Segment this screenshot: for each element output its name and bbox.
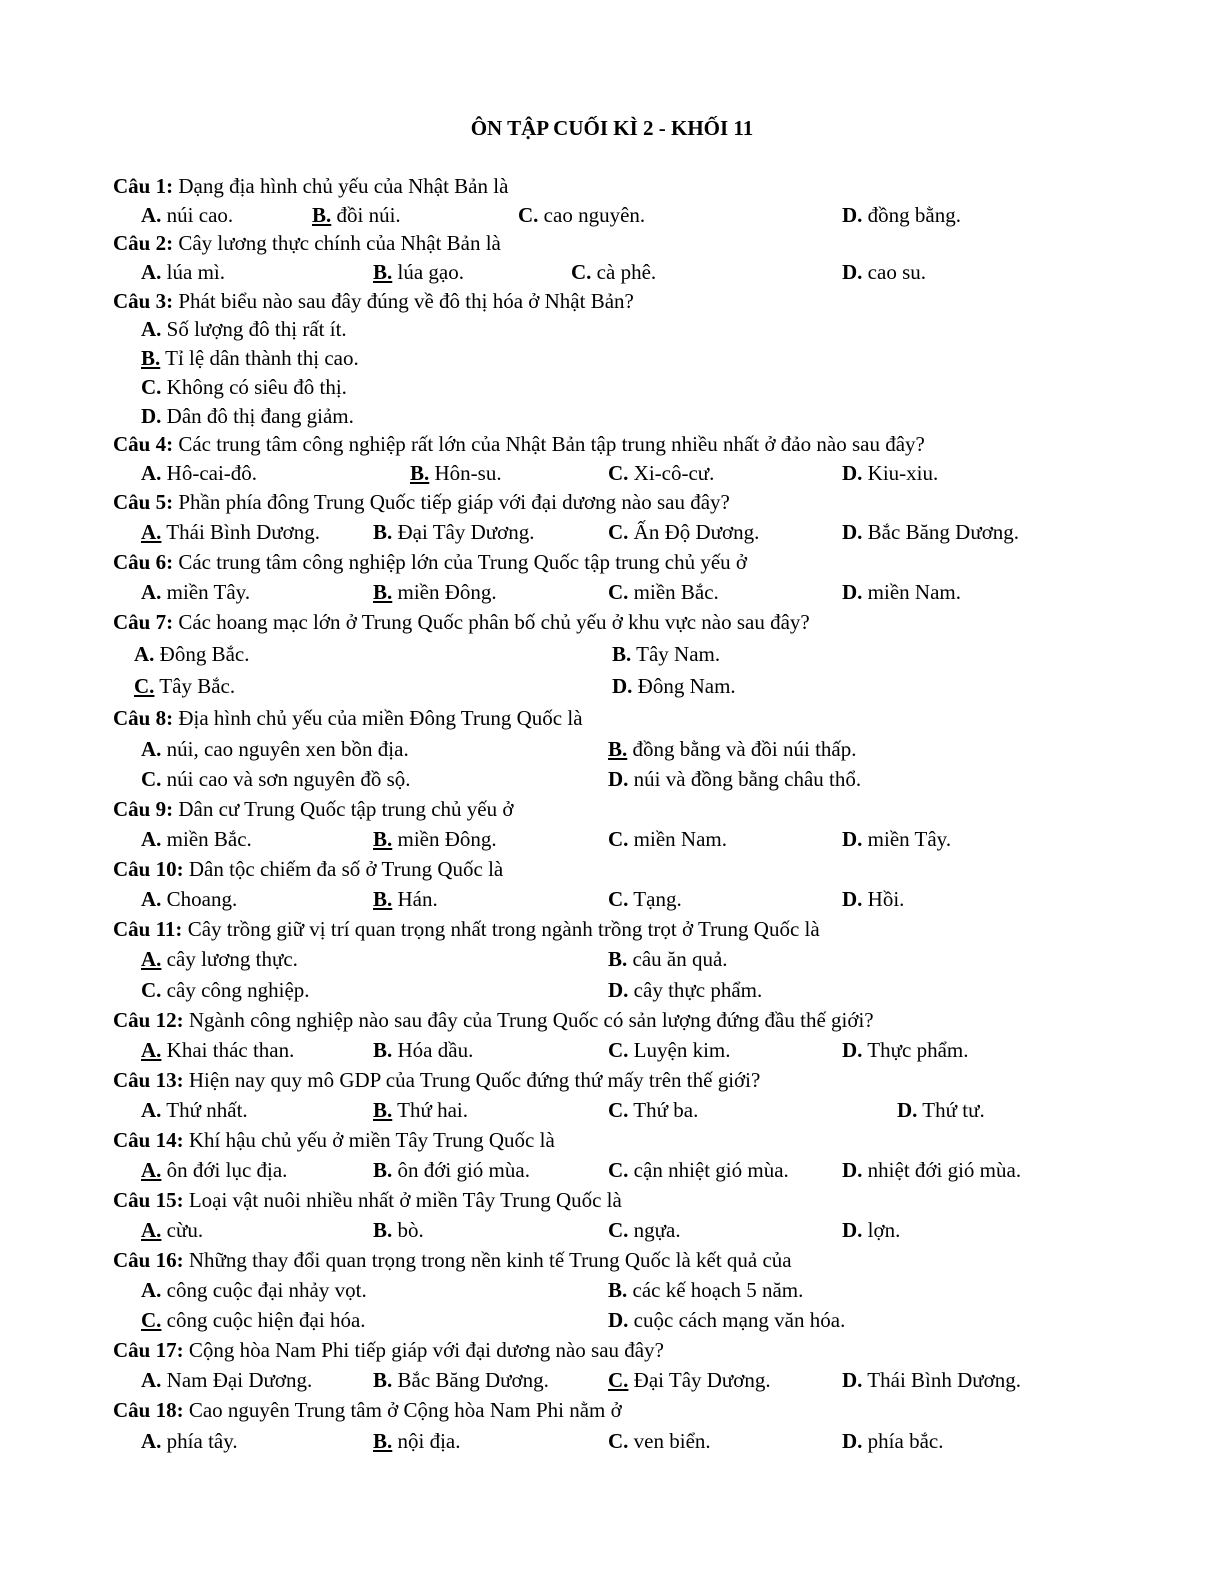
option-letter: C. [608, 1368, 629, 1392]
option-letter: D. [141, 404, 162, 428]
question-text: Những thay đổi quan trọng trong nền kinh tế Trung Quốc là kết quả của [183, 1248, 792, 1272]
question-text: Ngành công nghiệp nào sau đây của Trung Quốc có sản lượng đứng đầu thế giới? [183, 1008, 874, 1032]
option-text: cận nhiệt gió mùa. [628, 1158, 789, 1182]
question-stem [113, 172, 508, 200]
option-text: cây lương thực. [161, 947, 298, 971]
option-text: Số lượng đô thị rất ít. [161, 317, 347, 341]
question-text: Địa hình chủ yếu của miền Đông Trung Quốc là [173, 706, 583, 730]
option-letter: B. [373, 1218, 393, 1242]
option-text: ngựa. [628, 1218, 681, 1242]
option-text: nội địa. [392, 1429, 461, 1453]
option-text: ven biển. [628, 1429, 711, 1453]
option-text: câu ăn quả. [627, 947, 728, 971]
option-text: cà phê. [591, 260, 657, 284]
option-text: Thứ nhất. [161, 1098, 248, 1122]
question-text: Cây trồng giữ vị trí quan trọng nhất trong ngành trồng trọt ở Trung Quốc là [182, 917, 820, 941]
option-letter: C. [608, 580, 629, 604]
answer-option-d [842, 578, 961, 606]
answer-option-a [141, 1036, 294, 1064]
answer-option-c [608, 885, 682, 913]
question-text: Phần phía đông Trung Quốc tiếp giáp với đại dương nào sau đây? [173, 490, 730, 514]
option-letter: A. [141, 580, 162, 604]
answer-option-d [608, 1306, 845, 1334]
page-title: ÔN TẬP CUỐI KÌ 2 - KHỐI 11 [470, 116, 754, 140]
answer-option-d [897, 1096, 985, 1124]
question-number: Câu 1: [113, 174, 174, 198]
option-text: Thái Bình Dương. [862, 1368, 1022, 1392]
answer-option-b [608, 945, 728, 973]
question-text: Loại vật nuôi nhiều nhất ở miền Tây Trung Quốc là [183, 1188, 622, 1212]
question-stem [113, 287, 634, 315]
option-text: lúa mì. [161, 260, 225, 284]
answer-option-c [141, 373, 347, 401]
option-letter: B. [373, 1098, 393, 1122]
question-stem [113, 1396, 622, 1424]
option-text: Thứ ba. [628, 1098, 699, 1122]
answer-option-a [141, 1366, 312, 1394]
answer-option-b [141, 344, 359, 372]
option-letter: B. [373, 1429, 393, 1453]
option-text: lợn. [862, 1218, 901, 1242]
question-stem [113, 548, 747, 576]
option-letter: C. [141, 767, 162, 791]
option-text: Thứ hai. [392, 1098, 469, 1122]
question-stem [113, 1006, 874, 1034]
answer-option-c [608, 518, 759, 546]
option-letter: A. [141, 1278, 162, 1302]
option-letter: C. [608, 461, 629, 485]
option-text: Tây Bắc. [154, 674, 236, 698]
option-letter: B. [608, 1278, 628, 1302]
answer-option-c [608, 1156, 789, 1184]
answer-option-d [842, 825, 951, 853]
answer-option-c [608, 1036, 731, 1064]
question-number: Câu 8: [113, 706, 174, 730]
question-number: Câu 2: [113, 231, 174, 255]
option-letter: B. [312, 203, 332, 227]
answer-option-c [608, 1366, 771, 1394]
answer-option-c [134, 672, 235, 700]
question-text: Cộng hòa Nam Phi tiếp giáp với đại dương nào sau đây? [183, 1338, 664, 1362]
option-text: cao nguyên. [538, 203, 646, 227]
answer-option-b [373, 578, 497, 606]
answer-option-b [410, 459, 502, 487]
question-number: Câu 10: [113, 857, 184, 881]
option-letter: A. [141, 520, 162, 544]
option-letter: B. [373, 887, 393, 911]
option-letter: A. [141, 827, 162, 851]
question-number: Câu 4: [113, 432, 174, 456]
option-text: miền Bắc. [628, 580, 719, 604]
option-text: Bắc Băng Dương. [392, 1368, 549, 1392]
option-text: Hôn-su. [429, 461, 502, 485]
option-letter: D. [608, 767, 629, 791]
option-letter: A. [141, 1218, 162, 1242]
answer-option-c [141, 976, 310, 1004]
question-text: Các trung tâm công nghiệp lớn của Trung Quốc tập trung chủ yếu ở [173, 550, 748, 574]
question-stem [113, 704, 583, 732]
option-letter: D. [842, 827, 863, 851]
question-stem [113, 229, 501, 257]
option-text: Đông Nam. [632, 674, 736, 698]
option-letter: A. [141, 887, 162, 911]
option-text: Hóa dầu. [392, 1038, 474, 1062]
option-text: phía tây. [161, 1429, 238, 1453]
option-text: Tỉ lệ dân thành thị cao. [160, 346, 359, 370]
option-text: phía bắc. [862, 1429, 944, 1453]
option-text: ôn đới gió mùa. [392, 1158, 530, 1182]
question-text: Các trung tâm công nghiệp rất lớn của Nhật Bản tập trung nhiều nhất ở đảo nào sau đây? [173, 432, 925, 456]
answer-option-a [141, 258, 225, 286]
option-text: ôn đới lục địa. [161, 1158, 288, 1182]
option-letter: B. [141, 346, 161, 370]
option-text: lúa gạo. [392, 260, 464, 284]
question-number: Câu 17: [113, 1338, 184, 1362]
option-text: Hô-cai-đô. [161, 461, 258, 485]
option-letter: D. [842, 580, 863, 604]
option-letter: A. [141, 317, 162, 341]
answer-option-b [373, 1366, 549, 1394]
option-text: Hồi. [862, 887, 905, 911]
answer-option-b [373, 1216, 424, 1244]
option-letter: D. [842, 1218, 863, 1242]
option-text: cừu. [161, 1218, 204, 1242]
option-text: Khai thác than. [161, 1038, 295, 1062]
answer-option-d [608, 765, 861, 793]
question-stem [113, 1066, 760, 1094]
answer-option-d [842, 518, 1019, 546]
question-number: Câu 6: [113, 550, 174, 574]
answer-option-b [373, 1096, 468, 1124]
option-text: miền Tây. [862, 827, 952, 851]
answer-option-b [373, 1036, 473, 1064]
answer-option-d [842, 1427, 943, 1455]
option-letter: B. [373, 1158, 393, 1182]
option-letter: B. [373, 1368, 393, 1392]
answer-option-a [141, 578, 250, 606]
question-number: Câu 3: [113, 289, 174, 313]
question-text: Cao nguyên Trung tâm ở Cộng hòa Nam Phi nằm ở [183, 1398, 622, 1422]
option-text: Xi-cô-cư. [628, 461, 715, 485]
option-text: núi, cao nguyên xen bồn địa. [161, 737, 409, 761]
option-letter: D. [608, 978, 629, 1002]
option-text: miền Đông. [392, 827, 497, 851]
option-letter: C. [141, 375, 162, 399]
option-text: đồi núi. [331, 203, 401, 227]
question-stem [113, 1126, 555, 1154]
option-letter: A. [141, 1098, 162, 1122]
option-text: Thực phẩm. [862, 1038, 969, 1062]
answer-option-d [842, 258, 926, 286]
answer-option-a [141, 1096, 248, 1124]
question-stem [113, 855, 503, 883]
option-text: Thứ tư. [917, 1098, 985, 1122]
answer-option-b [612, 640, 720, 668]
answer-option-b [608, 1276, 803, 1304]
answer-option-c [571, 258, 656, 286]
answer-option-a [141, 518, 320, 546]
option-text: miền Đông. [392, 580, 497, 604]
option-letter: C. [608, 520, 629, 544]
option-text: công cuộc đại nhảy vọt. [161, 1278, 367, 1302]
option-text: Tây Nam. [631, 642, 721, 666]
answer-option-c [141, 765, 411, 793]
option-text: cao su. [862, 260, 926, 284]
option-text: nhiệt đới gió mùa. [862, 1158, 1022, 1182]
question-stem [113, 1336, 664, 1364]
answer-option-b [373, 825, 497, 853]
answer-option-d [842, 885, 904, 913]
answer-option-d [608, 976, 762, 1004]
option-letter: B. [373, 520, 393, 544]
option-letter: C. [608, 1218, 629, 1242]
answer-option-c [608, 578, 719, 606]
answer-option-d [842, 1366, 1021, 1394]
question-stem [113, 430, 925, 458]
option-text: Đông Bắc. [154, 642, 250, 666]
option-letter: C. [608, 1098, 629, 1122]
option-letter: B. [410, 461, 430, 485]
answer-option-b [608, 735, 856, 763]
question-number: Câu 11: [113, 917, 183, 941]
option-letter: C. [141, 1308, 162, 1332]
question-number: Câu 14: [113, 1128, 184, 1152]
answer-option-d [612, 672, 736, 700]
option-letter: D. [842, 1038, 863, 1062]
answer-option-c [608, 459, 714, 487]
option-letter: D. [897, 1098, 918, 1122]
option-letter: D. [842, 1429, 863, 1453]
option-text: Choang. [161, 887, 238, 911]
answer-option-c [608, 1216, 681, 1244]
question-text: Dân cư Trung Quốc tập trung chủ yếu ở [173, 797, 514, 821]
option-letter: A. [141, 737, 162, 761]
option-letter: C. [608, 1038, 629, 1062]
option-letter: D. [842, 887, 863, 911]
answer-option-a [141, 825, 252, 853]
option-letter: B. [373, 260, 393, 284]
answer-option-d [842, 1216, 900, 1244]
option-text: Nam Đại Dương. [161, 1368, 313, 1392]
option-text: Đại Tây Dương. [392, 520, 535, 544]
answer-option-a [141, 315, 347, 343]
question-stem [113, 488, 730, 516]
option-letter: A. [134, 642, 155, 666]
question-number: Câu 18: [113, 1398, 184, 1422]
option-text: Luyện kim. [628, 1038, 731, 1062]
option-text: cây thực phẩm. [628, 978, 763, 1002]
question-number: Câu 9: [113, 797, 174, 821]
answer-option-c [608, 1096, 698, 1124]
question-number: Câu 5: [113, 490, 174, 514]
option-letter: C. [608, 827, 629, 851]
answer-option-a [141, 735, 409, 763]
option-letter: D. [842, 1158, 863, 1182]
question-number: Câu 13: [113, 1068, 184, 1092]
option-letter: A. [141, 461, 162, 485]
option-letter: B. [373, 827, 393, 851]
option-text: Đại Tây Dương. [628, 1368, 771, 1392]
question-stem [113, 915, 820, 943]
option-text: miền Bắc. [161, 827, 252, 851]
option-letter: A. [141, 1038, 162, 1062]
option-letter: A. [141, 260, 162, 284]
option-text: đồng bằng và đồi núi thấp. [627, 737, 857, 761]
answer-option-c [141, 1306, 366, 1334]
option-letter: D. [842, 260, 863, 284]
question-stem [113, 795, 513, 823]
answer-option-c [608, 1427, 711, 1455]
question-text: Hiện nay quy mô GDP của Trung Quốc đứng thứ mấy trên thế giới? [183, 1068, 761, 1092]
question-stem [113, 608, 810, 636]
option-letter: D. [842, 203, 863, 227]
answer-option-a [141, 1156, 287, 1184]
option-letter: B. [373, 1038, 393, 1062]
question-text: Phát biểu nào sau đây đúng về đô thị hóa ở Nhật Bản? [173, 289, 634, 313]
option-letter: D. [842, 1368, 863, 1392]
question-number: Câu 16: [113, 1248, 184, 1272]
option-letter: C. [141, 978, 162, 1002]
answer-option-d [842, 201, 961, 229]
answer-option-a [141, 945, 298, 973]
option-text: Kiu-xiu. [862, 461, 939, 485]
option-letter: D. [842, 461, 863, 485]
option-letter: B. [612, 642, 632, 666]
answer-option-a [141, 1427, 238, 1455]
option-letter: C. [518, 203, 539, 227]
answer-option-a [141, 201, 233, 229]
option-text: Tạng. [628, 887, 682, 911]
answer-option-c [518, 201, 645, 229]
question-text: Cây lương thực chính của Nhật Bản là [173, 231, 501, 255]
option-text: bò. [392, 1218, 424, 1242]
answer-option-a [141, 885, 237, 913]
option-text: các kế hoạch 5 năm. [627, 1278, 804, 1302]
option-letter: A. [141, 1158, 162, 1182]
option-letter: D. [612, 674, 633, 698]
option-letter: A. [141, 1368, 162, 1392]
option-letter: D. [842, 520, 863, 544]
option-text: Ấn Độ Dương. [628, 520, 760, 544]
question-text: Các hoang mạc lớn ở Trung Quốc phân bố chủ yếu ở khu vực nào sau đây? [173, 610, 810, 634]
option-text: cuộc cách mạng văn hóa. [628, 1308, 846, 1332]
option-text: Bắc Băng Dương. [862, 520, 1020, 544]
question-stem [113, 1186, 622, 1214]
option-text: công cuộc hiện đại hóa. [161, 1308, 366, 1332]
option-letter: C. [608, 1429, 629, 1453]
question-number: Câu 15: [113, 1188, 184, 1212]
answer-option-a [141, 1216, 203, 1244]
answer-option-b [373, 258, 464, 286]
option-text: núi và đồng bằng châu thổ. [628, 767, 862, 791]
option-letter: C. [571, 260, 592, 284]
option-letter: C. [608, 887, 629, 911]
option-letter: B. [608, 947, 628, 971]
option-text: cây công nghiệp. [161, 978, 310, 1002]
option-letter: B. [608, 737, 628, 761]
question-stem [113, 1246, 792, 1274]
answer-option-d [842, 1036, 968, 1064]
option-text: đồng bằng. [862, 203, 961, 227]
question-text: Khí hậu chủ yếu ở miền Tây Trung Quốc là [183, 1128, 555, 1152]
option-text: Hán. [392, 887, 438, 911]
option-text: miền Nam. [628, 827, 727, 851]
option-letter: B. [373, 580, 393, 604]
answer-option-b [312, 201, 401, 229]
answer-option-d [842, 459, 938, 487]
option-letter: D. [608, 1308, 629, 1332]
question-text: Dân tộc chiếm đa số ở Trung Quốc là [183, 857, 504, 881]
answer-option-d [141, 402, 354, 430]
option-letter: C. [608, 1158, 629, 1182]
option-letter: A. [141, 947, 162, 971]
answer-option-b [373, 885, 438, 913]
answer-option-b [373, 1427, 461, 1455]
answer-option-a [141, 1276, 367, 1304]
answer-option-d [842, 1156, 1021, 1184]
option-text: Không có siêu đô thị. [161, 375, 347, 399]
question-text: Dạng địa hình chủ yếu của Nhật Bản là [173, 174, 509, 198]
option-text: Dân đô thị đang giảm. [161, 404, 354, 428]
option-text: miền Nam. [862, 580, 961, 604]
option-text: miền Tây. [161, 580, 251, 604]
option-letter: A. [141, 203, 162, 227]
answer-option-a [134, 640, 250, 668]
answer-option-b [373, 1156, 530, 1184]
option-letter: A. [141, 1429, 162, 1453]
answer-option-c [608, 825, 727, 853]
option-text: núi cao. [161, 203, 234, 227]
answer-option-b [373, 518, 535, 546]
option-text: Thái Bình Dương. [161, 520, 321, 544]
answer-option-a [141, 459, 257, 487]
question-number: Câu 12: [113, 1008, 184, 1032]
option-text: núi cao và sơn nguyên đồ sộ. [161, 767, 411, 791]
question-number: Câu 7: [113, 610, 174, 634]
option-letter: C. [134, 674, 155, 698]
